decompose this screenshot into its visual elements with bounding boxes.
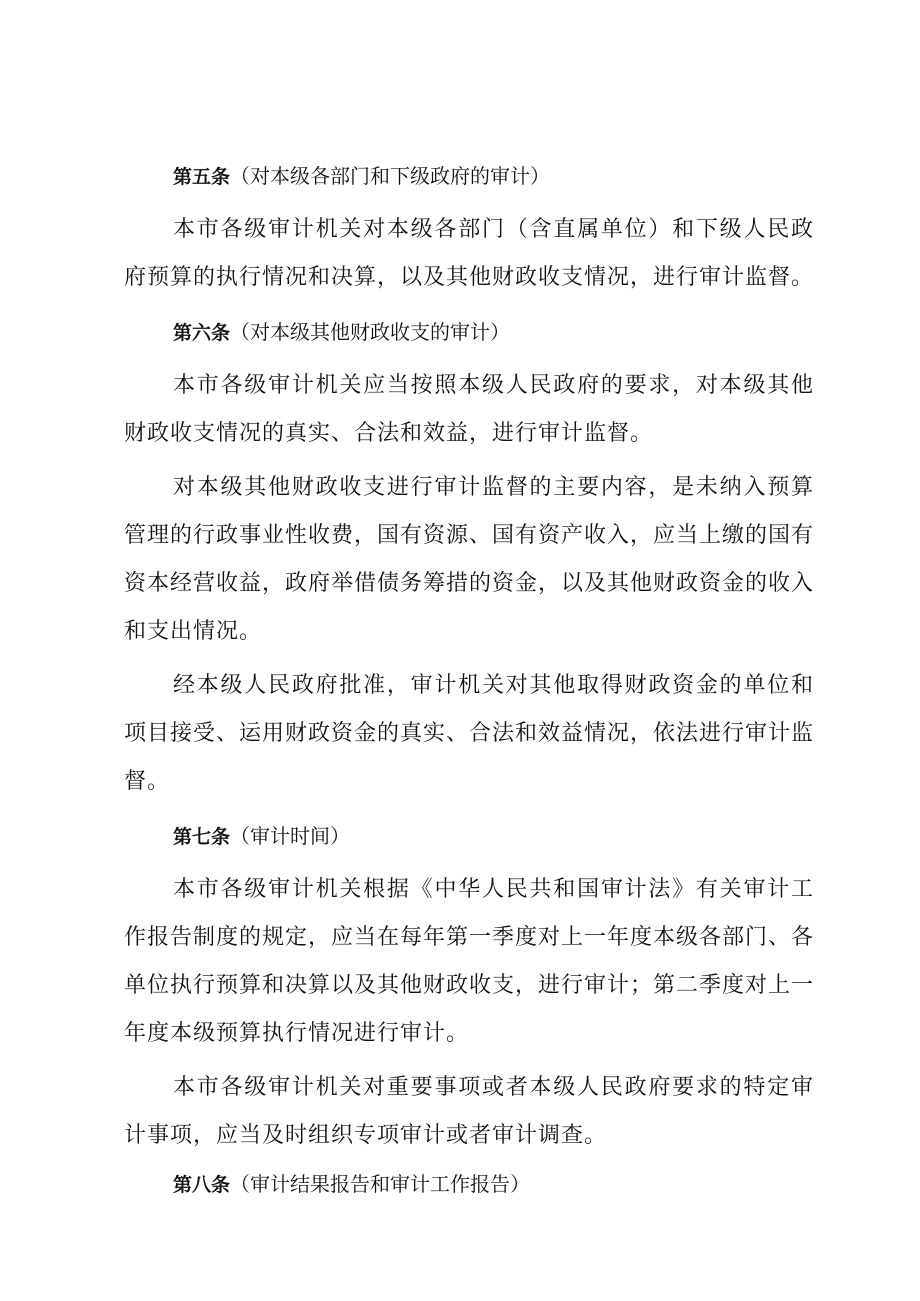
- regulation-text: [124, 152, 814, 1208]
- text-line: 和支出情况。: [124, 619, 263, 644]
- text-line: 资本经营收益，政府举借债务筹措的资金，以及其他财政资金的收入: [124, 571, 815, 596]
- text-line: 本市各级审计机关对重要事项或者本级人民政府要求的特定审: [173, 1075, 814, 1100]
- article-6-paragraph-2: [124, 464, 814, 656]
- text-line: 对本级其他财政收支进行审计监督的主要内容，是未纳入预算: [173, 475, 814, 500]
- article-title: （对本级各部门和下级政府的审计）: [230, 164, 551, 188]
- article-6-paragraph-1: [124, 362, 814, 458]
- article-8-heading: [124, 1160, 814, 1208]
- article-title: （审计结果报告和审计工作报告）: [230, 1172, 531, 1196]
- article-7-heading: [124, 812, 814, 860]
- text-line: 计事项，应当及时组织专项审计或者审计调查。: [124, 1123, 608, 1148]
- text-line: 本市各级审计机关应当按照本级人民政府的要求，对本级其他: [173, 373, 814, 398]
- text-line: 本市各级审计机关对本级各部门（含直属单位）和下级人民政: [173, 217, 814, 242]
- article-7-paragraph-2: [124, 1064, 814, 1160]
- article-7-paragraph-1: [124, 866, 814, 1058]
- article-label: 第六条: [173, 322, 231, 344]
- text-line: 府预算的执行情况和决算，以及其他财政收支情况，进行审计监督。: [124, 265, 815, 290]
- article-title: （对本级其他财政收支的审计）: [230, 320, 511, 344]
- text-line: 单位执行预算和决算以及其他财政收支，进行审计；第二季度对上一: [124, 973, 815, 998]
- text-line: 督。: [124, 769, 171, 794]
- text-line: 项目接受、运用财政资金的真实、合法和效益情况，依法进行审计监: [124, 721, 815, 746]
- text-line: 本市各级审计机关根据《中华人民共和国审计法》有关审计工: [173, 877, 814, 902]
- article-5-heading: [124, 152, 814, 200]
- article-label: 第七条: [173, 826, 231, 848]
- text-line: 经本级人民政府批准，审计机关对其他取得财政资金的单位和: [173, 673, 814, 698]
- article-title: （审计时间）: [230, 824, 351, 848]
- article-6-heading: [124, 308, 814, 356]
- article-label: 第五条: [173, 166, 231, 188]
- article-label: 第八条: [173, 1174, 231, 1196]
- article-5-paragraph-1: [124, 206, 814, 302]
- article-6-paragraph-3: [124, 662, 814, 806]
- text-line: 管理的行政事业性收费，国有资源、国有资产收入，应当上缴的国有: [124, 523, 815, 548]
- text-line: 年度本级预算执行情况进行审计。: [124, 1021, 470, 1046]
- text-line: 财政收支情况的真实、合法和效益，进行审计监督。: [124, 421, 654, 446]
- text-line: 作报告制度的规定，应当在每年第一季度对上一年度本级各部门、各: [124, 925, 815, 950]
